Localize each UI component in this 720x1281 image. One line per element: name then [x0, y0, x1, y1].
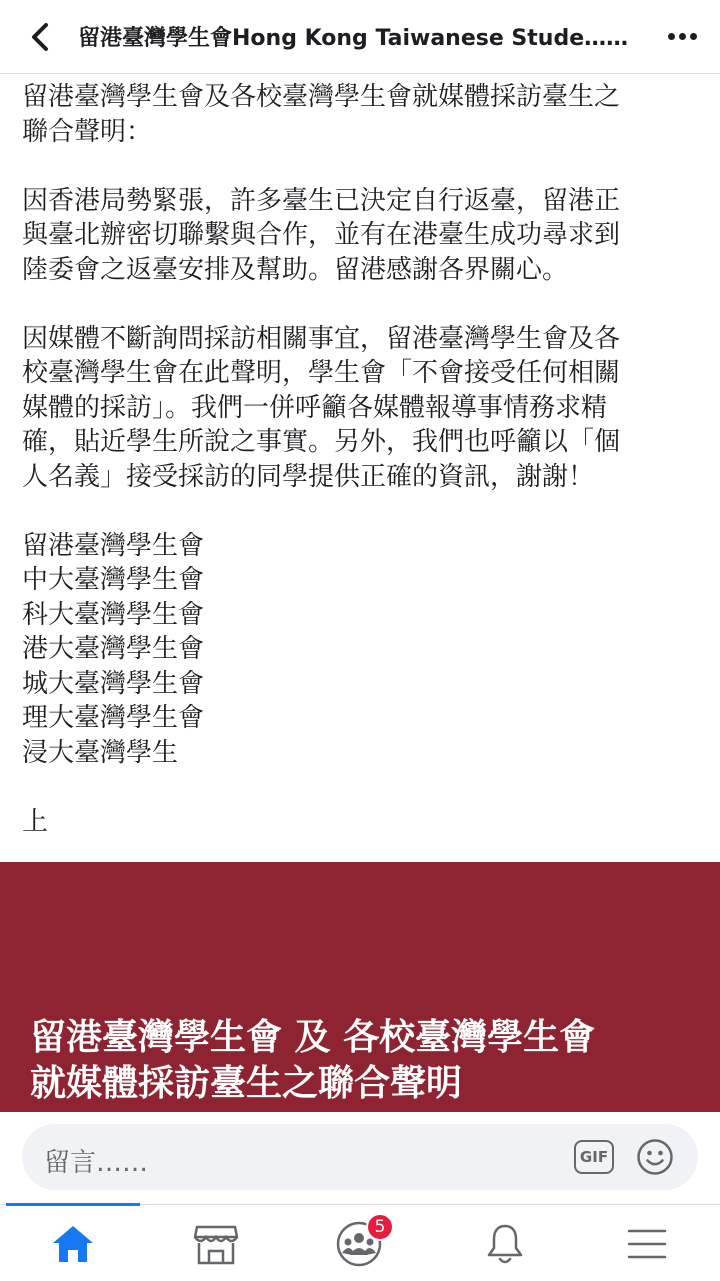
signatory: 理大臺灣學生會: [22, 703, 205, 733]
more-icon-dot: [690, 33, 697, 40]
comment-input[interactable]: [22, 1124, 698, 1190]
comment-placeholder: 留言……: [44, 1148, 149, 1178]
active-tab-indicator: [6, 1203, 140, 1206]
chevron-left-icon: [29, 22, 51, 52]
top-bar: [0, 0, 720, 74]
more-icon-dot: [679, 33, 686, 40]
signatory: 浸大臺灣學生: [22, 737, 179, 768]
tab-groups[interactable]: [334, 1219, 384, 1269]
signatory: 留港臺灣學生會: [22, 530, 205, 561]
signatory-list: [22, 529, 698, 771]
back-button[interactable]: [10, 0, 70, 74]
post-body: [22, 80, 698, 839]
menu-icon: [627, 1227, 667, 1261]
more-icon: [668, 33, 675, 40]
signatory: 城大臺灣學生會: [22, 668, 205, 699]
image-caption: [30, 1014, 595, 1106]
tab-marketplace[interactable]: [191, 1219, 241, 1269]
gif-button[interactable]: GIF: [574, 1140, 614, 1174]
signatory: 港大臺灣學生會: [22, 634, 205, 664]
post-paragraph: 留港臺灣學生會及各校臺灣學生會就媒體採訪臺生之 聯合聲明：: [22, 82, 621, 147]
tab-notifications[interactable]: [480, 1219, 530, 1269]
comment-bar: [0, 1112, 720, 1204]
image-caption-line: 留港臺灣學生會 及 各校臺灣學生會: [30, 1016, 596, 1058]
tab-menu[interactable]: [622, 1219, 672, 1269]
post-paragraph: 因香港局勢緊張，許多臺生已決定自行返臺，留港正 與臺北辦密切聯繫與合作，並有在港臺生成功尋求到 陸委會之返臺安排及幫助。留港感謝各界關心。: [22, 185, 621, 285]
image-caption-line: 就媒體採訪臺生之聯合聲明: [30, 1062, 463, 1104]
signatory: 科大臺灣學生會: [22, 599, 205, 630]
notification-badge: 5: [366, 1213, 394, 1241]
bottom-nav: [0, 1204, 720, 1281]
emoji-icon[interactable]: [636, 1138, 674, 1176]
post-image[interactable]: [0, 862, 720, 1112]
signatory: 中大臺灣學生會: [22, 565, 205, 595]
closing-text: 上: [22, 806, 49, 837]
bell-icon: [485, 1222, 525, 1266]
home-icon: [51, 1224, 95, 1264]
marketplace-icon: [193, 1223, 239, 1265]
post-paragraph: 因媒體不斷詢問採訪相關事宜，留港臺灣學生會及各 校臺灣學生會在此聲明，學生會「不會接受任何相關 媒體的採訪」。我們一併呼籲各媒體報導事情務求精 確，貼近學生所說之事實。另外，我們也呼籲以「個 人名義」接受採訪的同學提供正確的資訊，謝謝！: [22, 323, 621, 492]
page-title: 留港臺灣學生會Hong Kong Taiwanese Stude……: [78, 26, 629, 51]
more-options-button[interactable]: [660, 16, 704, 56]
tab-home[interactable]: [48, 1219, 98, 1269]
